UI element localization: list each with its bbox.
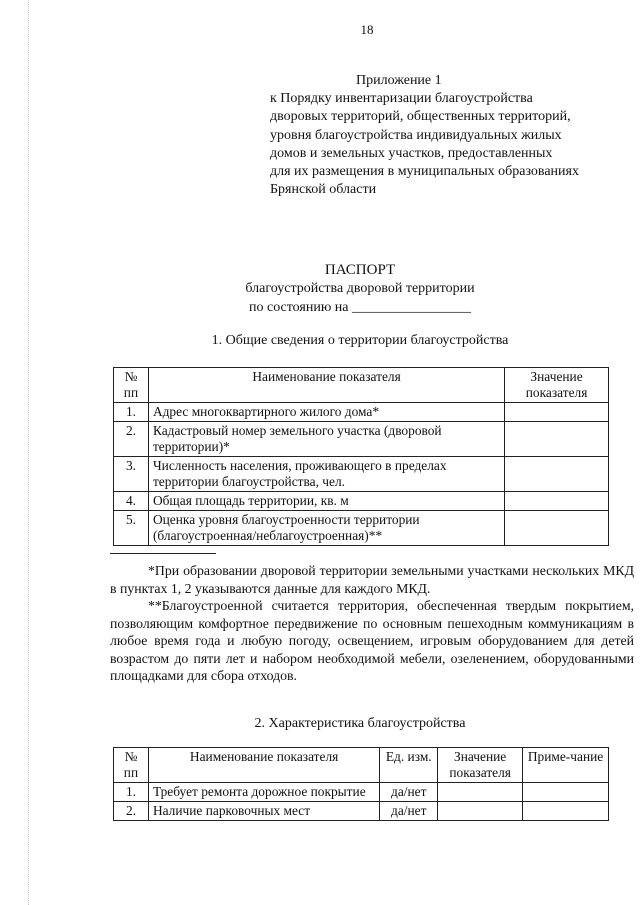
row-number: 5. (114, 511, 149, 546)
passport-subtitle: благоустройства дворовой территории (245, 281, 475, 296)
column-header: Приме-чание (523, 748, 609, 783)
column-header: № пп (114, 748, 149, 783)
section2-heading: 2. Характеристика благоустройства (254, 716, 466, 731)
passport-as-of: по состоянию на _________________ (248, 300, 472, 315)
row-number: 1. (114, 783, 149, 802)
row-number: 2. (114, 422, 149, 457)
row-number: 3. (114, 457, 149, 492)
row-name: Наличие парковочных мест (148, 802, 379, 821)
column-header: Наименование показателя (148, 368, 504, 403)
table-row (114, 802, 609, 821)
column-header: Наименование показателя (148, 748, 379, 783)
row-note[interactable] (523, 802, 609, 821)
section1-heading: 1. Общие сведения о территории благоустройства (211, 333, 509, 348)
row-unit: да/нет (380, 783, 438, 802)
row-name: Численность населения, проживающего в пределах территории благоустройства, чел. (148, 457, 504, 492)
appendix-line: дворовых территорий, общественных территорий, (270, 109, 571, 125)
appendix-line: для их размещения в муниципальных образованиях (270, 164, 579, 180)
appendix-line: уровня благоустройства индивидуальных жилых (270, 127, 562, 143)
row-note[interactable] (523, 783, 609, 802)
footnote-1: *При образовании дворовой территории земельными участками нескольких МКД в пунктах 1, 2 указываются данные для каждого МКД. (110, 563, 634, 596)
column-header: № пп (114, 368, 149, 403)
row-number: 4. (114, 492, 149, 511)
appendix-line: домов и земельных участков, предоставленных (270, 145, 553, 161)
binding-margin-line (28, 0, 29, 905)
row-value[interactable] (438, 802, 523, 821)
table-header-row (114, 368, 609, 403)
row-name: Оценка уровня благоустроенности территории (благоустроенная/неблагоустроенная)** (148, 511, 504, 546)
column-header: Значение показателя (438, 748, 523, 783)
row-name: Кадастровый номер земельного участка (дворовой территории)* (148, 422, 504, 457)
row-name: Общая площадь территории, кв. м (148, 492, 504, 511)
row-name: Требует ремонта дорожное покрытие (148, 783, 379, 802)
row-value[interactable] (505, 511, 609, 546)
row-value[interactable] (505, 492, 609, 511)
improvement-characteristics-table (113, 747, 609, 821)
row-value[interactable] (505, 422, 609, 457)
row-number: 1. (114, 403, 149, 422)
general-info-table (113, 367, 609, 546)
table-header-row (114, 748, 609, 783)
row-name: Адрес многоквартирного жилого дома* (148, 403, 504, 422)
table-row (114, 492, 609, 511)
table-row (114, 457, 609, 492)
column-header: Ед. изм. (380, 748, 438, 783)
row-value[interactable] (505, 403, 609, 422)
appendix-header (270, 72, 579, 199)
row-value[interactable] (438, 783, 523, 802)
footnote-2: **Благоустроенной считается территория, обеспеченная твердым покрытием, позволяющим комфортное передвижение по основным пешеходным коммуникациям в любое время года и любую погоду, освещением, игровым оборудованием для детей возрастом до пяти лет и набором необходимой мебели, озеленением, оборудованными площадками для сбора отходов. (110, 598, 634, 683)
row-number: 2. (114, 802, 149, 821)
passport-title: ПАСПОРТ (324, 262, 396, 278)
appendix-line: Брянской области (270, 182, 377, 198)
row-unit: да/нет (380, 802, 438, 821)
table-row (114, 422, 609, 457)
table-row (114, 511, 609, 546)
column-header: Значение показателя (505, 368, 609, 403)
page-number: 18 (360, 22, 374, 37)
appendix-title: Приложение 1 (356, 73, 442, 88)
row-value[interactable] (505, 457, 609, 492)
table-row (114, 783, 609, 802)
table-row (114, 403, 609, 422)
footnote-divider (110, 553, 216, 554)
appendix-line: к Порядку инвентаризации благоустройства (270, 91, 533, 107)
